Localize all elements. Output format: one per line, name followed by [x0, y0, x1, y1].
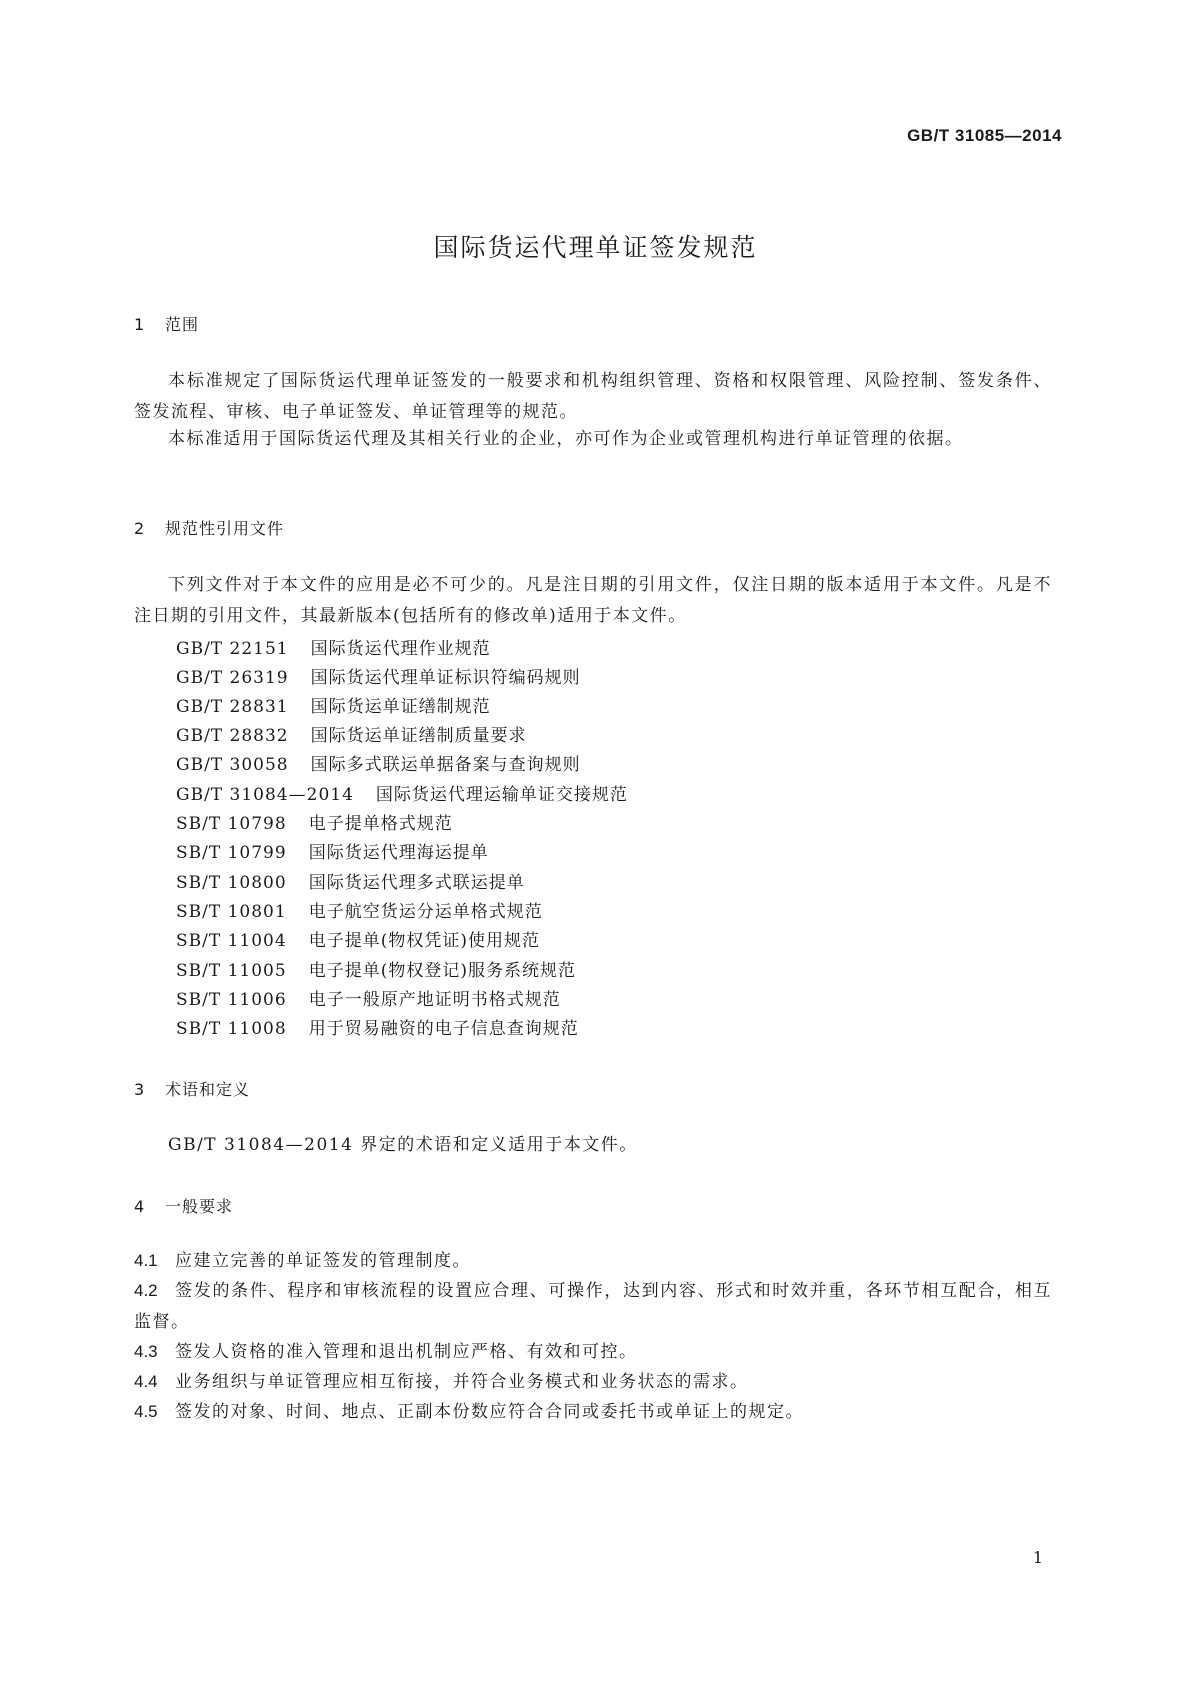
reference-title: 国际货运单证缮制质量要求 — [310, 726, 527, 746]
clause-text: 签发人资格的准入管理和退出机制应严格、有效和可控。 — [175, 1342, 638, 1362]
reference-code: SB/T 10799 — [176, 843, 287, 863]
reference-item — [176, 838, 489, 863]
section-1-heading — [134, 312, 199, 335]
section-title: 一般要求 — [165, 1197, 234, 1216]
reference-code: GB/T 26319 — [176, 668, 289, 688]
reference-item — [176, 721, 527, 746]
reference-item — [176, 897, 543, 922]
reference-code: GB/T 28832 — [176, 726, 289, 746]
reference-title: 电子提单(物权登记)服务系统规范 — [308, 961, 576, 981]
terms-definitions-text: GB/T 31084—2014 界定的术语和定义适用于本文件。 — [168, 1135, 638, 1155]
clause-4-4 — [134, 1366, 1052, 1398]
reference-item — [176, 956, 576, 981]
clause-text: 签发的对象、时间、地点、正副本份数应符合合同或委托书或单证上的规定。 — [175, 1402, 804, 1422]
reference-code: GB/T 28831 — [176, 697, 289, 717]
reference-title: 国际货运代理海运提单 — [308, 843, 489, 863]
clause-number: 4.2 — [134, 1281, 158, 1300]
section-number: 3 — [134, 1080, 146, 1099]
reference-code: SB/T 11004 — [176, 931, 287, 951]
reference-code: GB/T 31084—2014 — [176, 785, 354, 805]
clause-text: 业务组织与单证管理应相互衔接，并符合业务模式和业务状态的需求。 — [175, 1372, 749, 1392]
section-2-heading — [134, 516, 284, 539]
reference-title: 电子提单(物权凭证)使用规范 — [308, 931, 540, 951]
reference-code: GB/T 30058 — [176, 755, 289, 775]
document-title: 国际货运代理单证签发规范 — [433, 233, 758, 262]
reference-title: 国际货运代理单证标识符编码规则 — [310, 668, 581, 688]
clause-number: 4.1 — [134, 1251, 158, 1270]
section-title: 范围 — [165, 315, 200, 334]
reference-item — [176, 985, 561, 1010]
reference-item — [176, 809, 453, 834]
reference-item — [176, 1014, 579, 1039]
section-title: 术语和定义 — [165, 1080, 251, 1099]
reference-item — [176, 663, 581, 688]
reference-title: 国际多式联运单据备案与查询规则 — [310, 755, 581, 775]
reference-code: GB/T 22151 — [176, 639, 289, 659]
reference-title: 电子一般原产地证明书格式规范 — [308, 990, 561, 1010]
normative-references-intro: 下列文件对于本文件的应用是必不可少的。凡是注日期的引用文件，仅注日期的版本适用于本文件。凡是不注日期的引用文件，其最新版本(包括所有的修改单)适用于本文件。 — [134, 575, 1052, 626]
reference-item — [176, 868, 525, 893]
section-number: 2 — [134, 519, 146, 538]
standard-code: GB/T 31085—2014 — [907, 126, 1062, 145]
clause-4-2 — [134, 1275, 1052, 1338]
reference-code: SB/T 11006 — [176, 990, 287, 1010]
reference-item — [176, 780, 628, 805]
scope-paragraph-1: 本标准规定了国际货运代理单证签发的一般要求和机构组织管理、资格和权限管理、风险控制、签发条件、签发流程、审核、电子单证签发、单证管理等的规范。 — [134, 371, 1052, 422]
section-number: 1 — [134, 315, 146, 334]
reference-code: SB/T 11008 — [176, 1019, 287, 1039]
section-3-heading — [134, 1077, 250, 1100]
clause-4-1 — [134, 1245, 1052, 1277]
clause-4-3 — [134, 1336, 1052, 1368]
reference-title: 电子航空货运分运单格式规范 — [308, 902, 543, 922]
reference-title: 国际货运单证缮制规范 — [310, 697, 491, 717]
reference-item — [176, 926, 540, 951]
reference-title: 电子提单格式规范 — [308, 814, 453, 834]
clause-number: 4.3 — [134, 1342, 158, 1361]
reference-code: SB/T 11005 — [176, 961, 287, 981]
reference-title: 国际货运代理运输单证交接规范 — [375, 785, 628, 805]
reference-title: 用于贸易融资的电子信息查询规范 — [308, 1019, 579, 1039]
clause-number: 4.4 — [134, 1372, 158, 1391]
reference-title: 国际货运代理作业规范 — [310, 639, 491, 659]
reference-title: 国际货运代理多式联运提单 — [308, 873, 525, 893]
clause-number: 4.5 — [134, 1402, 158, 1421]
section-4-heading — [134, 1194, 233, 1217]
section-title: 规范性引用文件 — [165, 519, 285, 538]
reference-item — [176, 634, 491, 659]
reference-code: SB/T 10800 — [176, 873, 287, 893]
clause-text: 应建立完善的单证签发的管理制度。 — [175, 1251, 471, 1271]
scope-paragraph-2: 本标准适用于国际货运代理及其相关行业的企业，亦可作为企业或管理机构进行单证管理的依据。 — [168, 429, 964, 449]
clause-4-5 — [134, 1396, 1052, 1428]
reference-item — [176, 692, 491, 717]
reference-item — [176, 750, 581, 775]
section-number: 4 — [134, 1197, 146, 1216]
clause-text: 签发的条件、程序和审核流程的设置应合理、可操作，达到内容、形式和时效并重，各环节相互配合，相互监督。 — [134, 1281, 1052, 1332]
reference-code: SB/T 10798 — [176, 814, 287, 834]
reference-code: SB/T 10801 — [176, 902, 287, 922]
page-number: 1 — [1032, 1548, 1043, 1567]
